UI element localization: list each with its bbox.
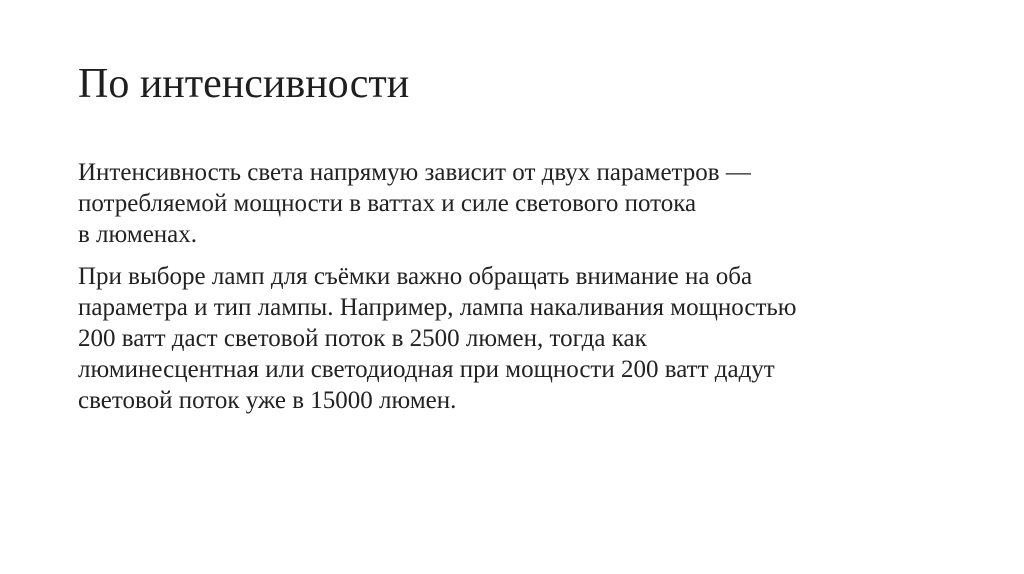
slide-title: По интенсивности (78, 61, 410, 107)
paragraph-line: 200 ватт даст световой поток в 2500 люмен, тогда как (78, 325, 647, 352)
paragraph-line: люминесцентная или светодиодная при мощности 200 ватт дадут (78, 356, 775, 383)
paragraph-intensity (78, 157, 958, 250)
paragraph-line: параметра и тип лампы. Например, лампа накаливания мощностью (78, 294, 797, 321)
paragraph-line: световой поток уже в 15000 люмен. (78, 387, 457, 414)
paragraph-line: потребляемой мощности в ваттах и силе светового потока (78, 190, 697, 217)
paragraph-line: в люменах. (78, 221, 198, 248)
slide-body (78, 157, 958, 416)
paragraph-line: При выборе ламп для съёмки важно обращать внимание на оба (78, 263, 753, 290)
paragraph-line: Интенсивность света напрямую зависит от двух параметров — (78, 159, 751, 186)
paragraph-lamp-choice (78, 261, 958, 416)
